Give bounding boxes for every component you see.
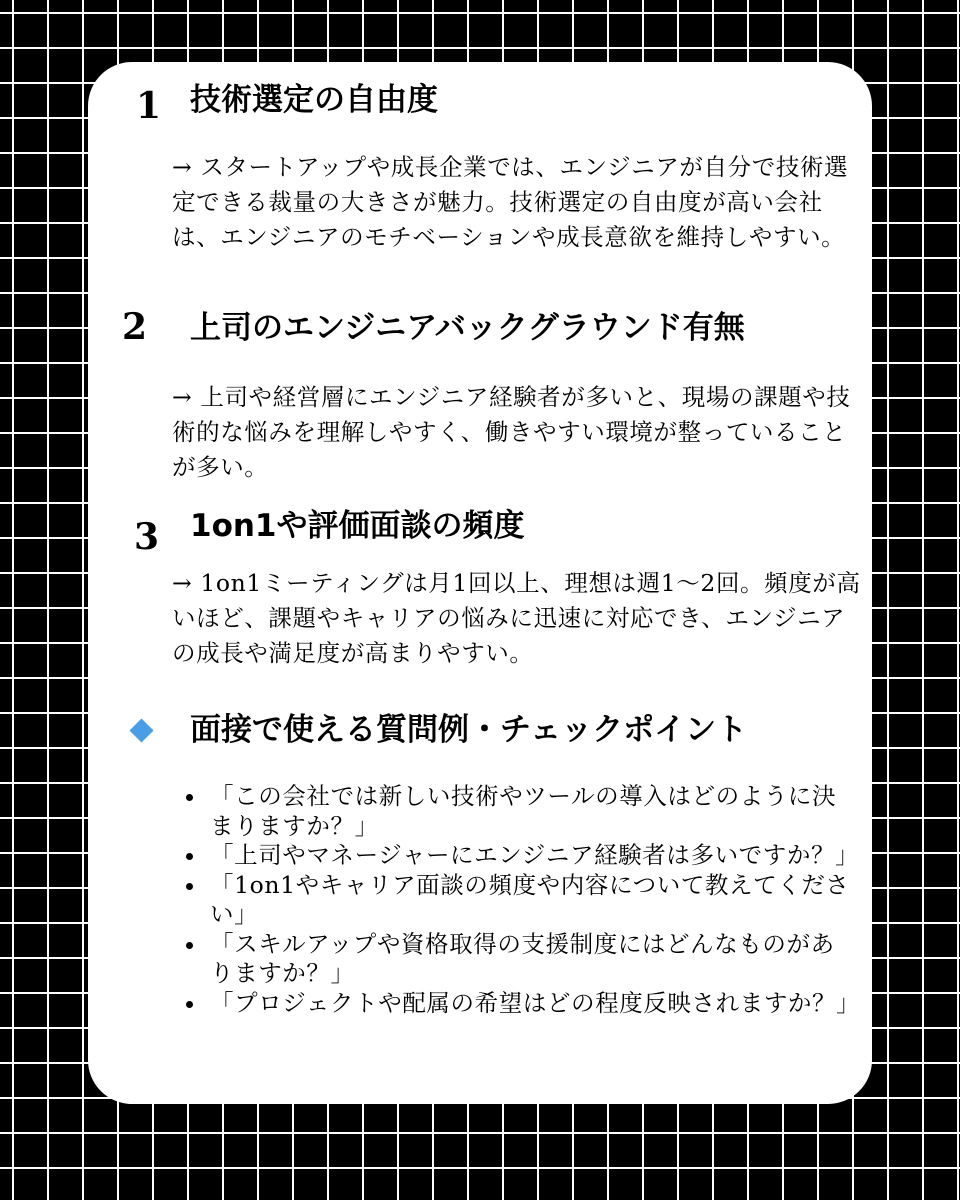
section-2-number: 2 — [122, 306, 148, 348]
section-1-body: → スタートアップや成長企業では、エンジニアが自分で技術選定できる裁量の大きさが魅力。技術選定の自由度が高い会社は、エンジニアのモチベーションや成長意欲を維持しやすい。 — [172, 153, 849, 251]
bullet-icon — [186, 942, 193, 949]
question-item — [186, 841, 860, 871]
bullet-icon — [186, 794, 193, 801]
question-item — [186, 871, 856, 930]
section-2-title: 上司のエンジニアバックグラウンド有無 — [190, 310, 745, 346]
section-1-title: 技術選定の自由度 — [190, 82, 438, 118]
question-text: 「プロジェクトや配属の希望はどの程度反映されますか？」 — [210, 988, 861, 1017]
question-text: 「上司やマネージャーにエンジニア経験者は多いですか？」 — [210, 841, 860, 869]
question-item — [186, 988, 861, 1019]
question-list — [186, 782, 861, 1018]
section-2-body: → 上司や経営層にエンジニア経験者が多いと、現場の課題や技術的な悩みを理解しやすく、働きやすい環境が整っていることが多い。 — [172, 383, 851, 481]
section-1-number: 1 — [136, 85, 162, 127]
question-item — [186, 782, 856, 841]
bullet-icon — [186, 1001, 193, 1008]
questions-title: 面接で使える質問例・チェックポイント — [190, 712, 748, 748]
section-3-title: 1on1や評価面談の頻度 — [190, 508, 525, 544]
question-text: 「1on1やキャリア面談の頻度や内容について教えてください」 — [210, 870, 850, 928]
bullet-icon — [186, 883, 193, 890]
question-text: 「この会社では新しい技術やツールの導入はどのように決まりますか？」 — [210, 782, 837, 840]
section-3-body: → 1on1ミーティングは月1回以上、理想は週1〜2回。頻度が高いほど、課題やキャリアの悩みに迅速に対応でき、エンジニアの成長や満足度が高まりやすい。 — [172, 569, 861, 667]
bullet-icon — [186, 853, 193, 860]
section-3-number: 3 — [134, 516, 160, 558]
question-item — [186, 930, 856, 989]
question-text: 「スキルアップや資格取得の支援制度にはどんなものがありますか？」 — [210, 929, 835, 987]
